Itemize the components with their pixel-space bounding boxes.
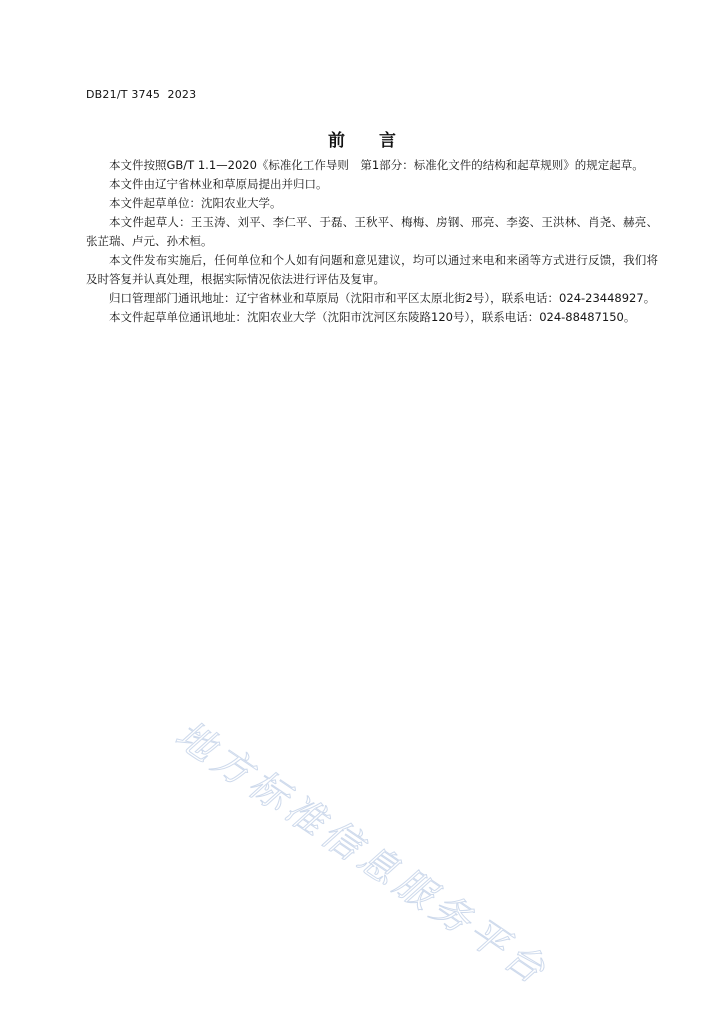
paragraph-authority-contact: 归口管理部门通讯地址：辽宁省林业和草原局（沈阳市和平区太原北街2号），联系电话：024-23448927。: [109, 291, 656, 305]
paragraph-drafting-unit: 本文件起草单位：沈阳农业大学。: [109, 196, 282, 210]
paragraph-feedback: 本文件发布实施后，任何单位和个人如有问题和意见建议，均可以通过来电和来函等方式进行反馈，我们将及时答复并认真处理，根据实际情况依法进行评估及复审。: [86, 253, 658, 286]
paragraph-unit-contact: 本文件起草单位通讯地址：沈阳农业大学（沈阳市沈河区东陵路120号），联系电话：024-88487150。: [109, 310, 636, 324]
section-title-foreword: 前言: [328, 131, 430, 151]
document-code: DB21/T 3745 2023: [86, 88, 197, 101]
watermark-text: 地方标准信息服务平台: [167, 712, 558, 995]
paragraph-drafting-rules: 本文件按照GB/T 1.1—2020《标准化工作导则 第1部分：标准化文件的结构和起草规则》的规定起草。: [109, 158, 644, 172]
paragraph-proposer: 本文件由辽宁省林业和草原局提出并归口。: [109, 177, 328, 191]
foreword-body: [86, 156, 658, 327]
paragraph-drafters: 本文件起草人：王玉涛、刘平、李仁平、于磊、王秋平、梅梅、房钢、邢亮、李姿、王洪林、肖尧、赫亮、张芷瑞、卢元、孙术桓。: [86, 215, 658, 248]
